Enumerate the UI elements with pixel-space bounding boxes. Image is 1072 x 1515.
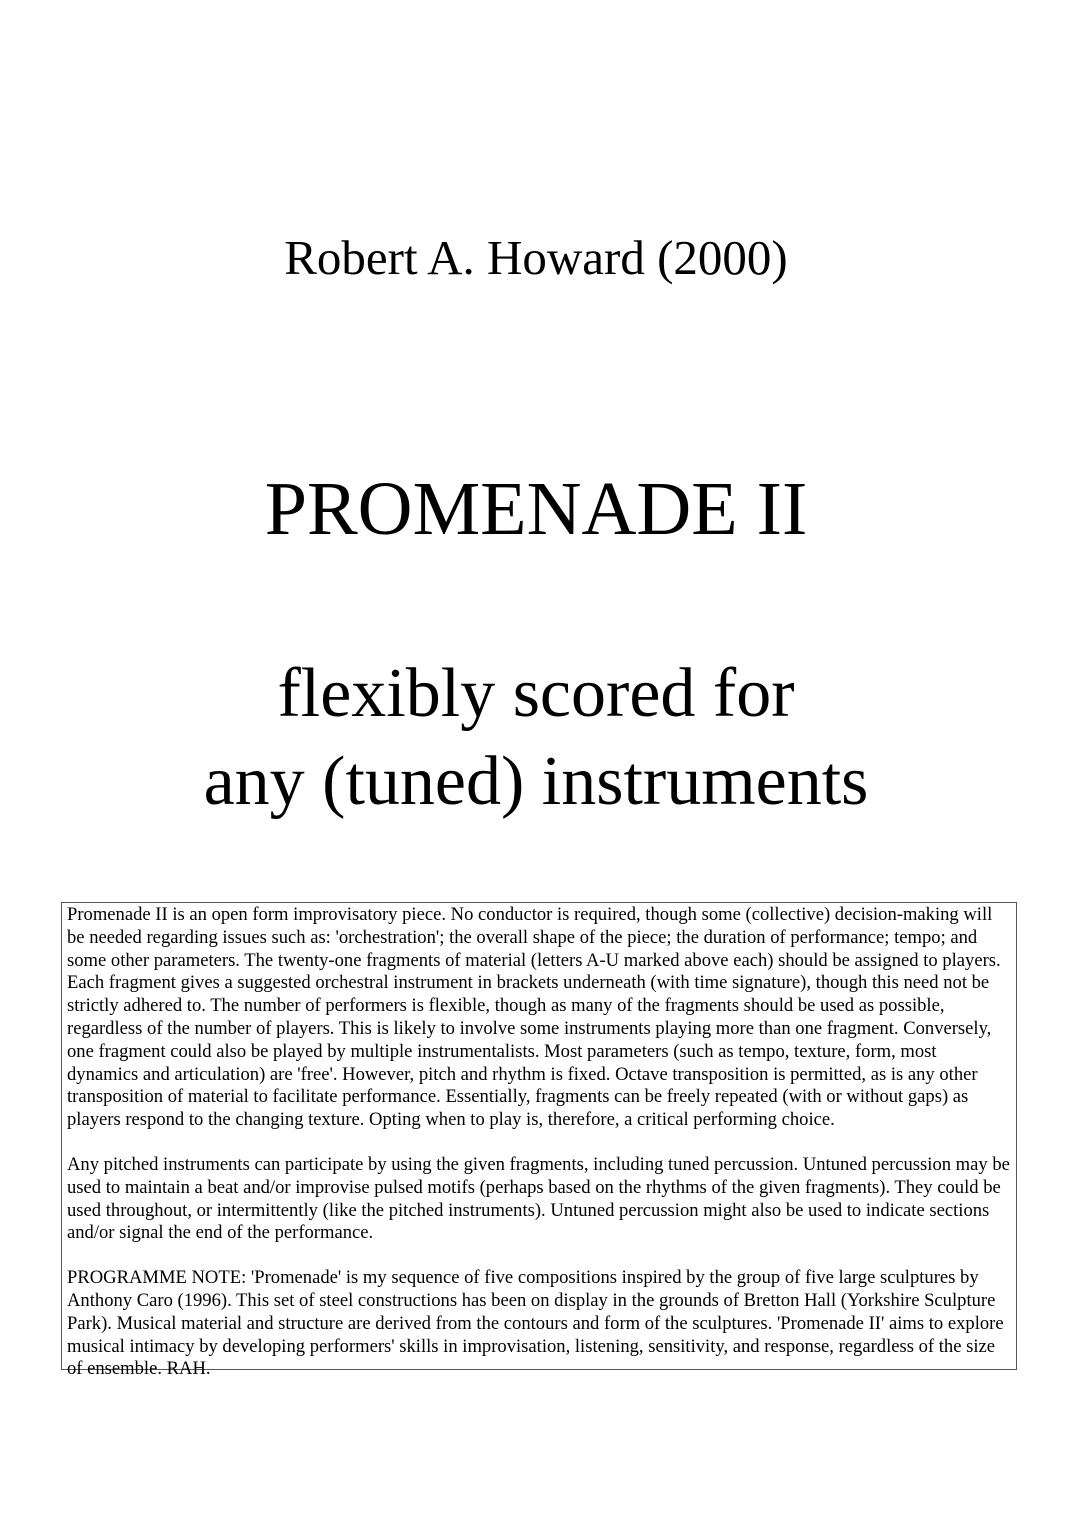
subtitle-line-2: any (tuned) instruments bbox=[203, 743, 869, 820]
instrumentation-subtitle bbox=[0, 650, 1072, 826]
performance-notes-paragraph: Promenade II is an open form improvisatory piece. No conductor is required, though some (collective) decision-making will be needed regarding issues such as: 'orchestration'; the overall shape of the piece; the duration of performance; tempo; and some other parameters. The twenty-one fragments of material (letters A-U marked above each) should be assigned to players. Each fragment gives a suggested orchestral instrument in brackets underneath (with time signature), though this need not be strictly adhered to. The number of performers is flexible, though as many of the fragments should be used as possible, regardless of the number of players. This is likely to involve some instruments playing more than one fragment. Conversely, one fragment could also be played by multiple instrumentalists. Most parameters (such as tempo, texture, form, most dynamics and articulation) are 'free'. However, pitch and rhythm is fixed. Octave transposition is permitted, as is any other transposition of material to facilitate performance. Essentially, fragments can be freely repeated (with or without gaps) as players respond to the changing texture. Opting when to play is, therefore, a critical performing choice. bbox=[67, 904, 1001, 1131]
subtitle-line-1: flexibly scored for bbox=[277, 655, 795, 732]
programme-note-paragraph: PROGRAMME NOTE: 'Promenade' is my sequence of five compositions inspired by the group of five large sculptures by Anthony Caro (1996). This set of steel constructions has been on display in the grounds of Bretton Hall (Yorkshire Sculpture Park). Musical material and structure are derived from the contours and form of the sculptures. 'Promenade II' aims to explore musical intimacy by developing performers' skills in improvisation, listening, sensitivity, and response, regardless of the size of ensemble. RAH. bbox=[67, 1267, 1004, 1380]
composer-credit: Robert A. Howard (2000) bbox=[284, 230, 788, 285]
page-title: PROMENADE II bbox=[264, 467, 808, 551]
performance-notes-box bbox=[61, 902, 1017, 1380]
percussion-notes-paragraph: Any pitched instruments can participate by using the given fragments, including tuned percussion. Untuned percussion may be used to maintain a beat and/or improvise pulsed motifs (perhaps based on the rhythms of the given fragments). They could be used throughout, or intermittently (like the pitched instruments). Untuned percussion might also be used to indicate sections and/or signal the end of the performance. bbox=[67, 1153, 1010, 1244]
